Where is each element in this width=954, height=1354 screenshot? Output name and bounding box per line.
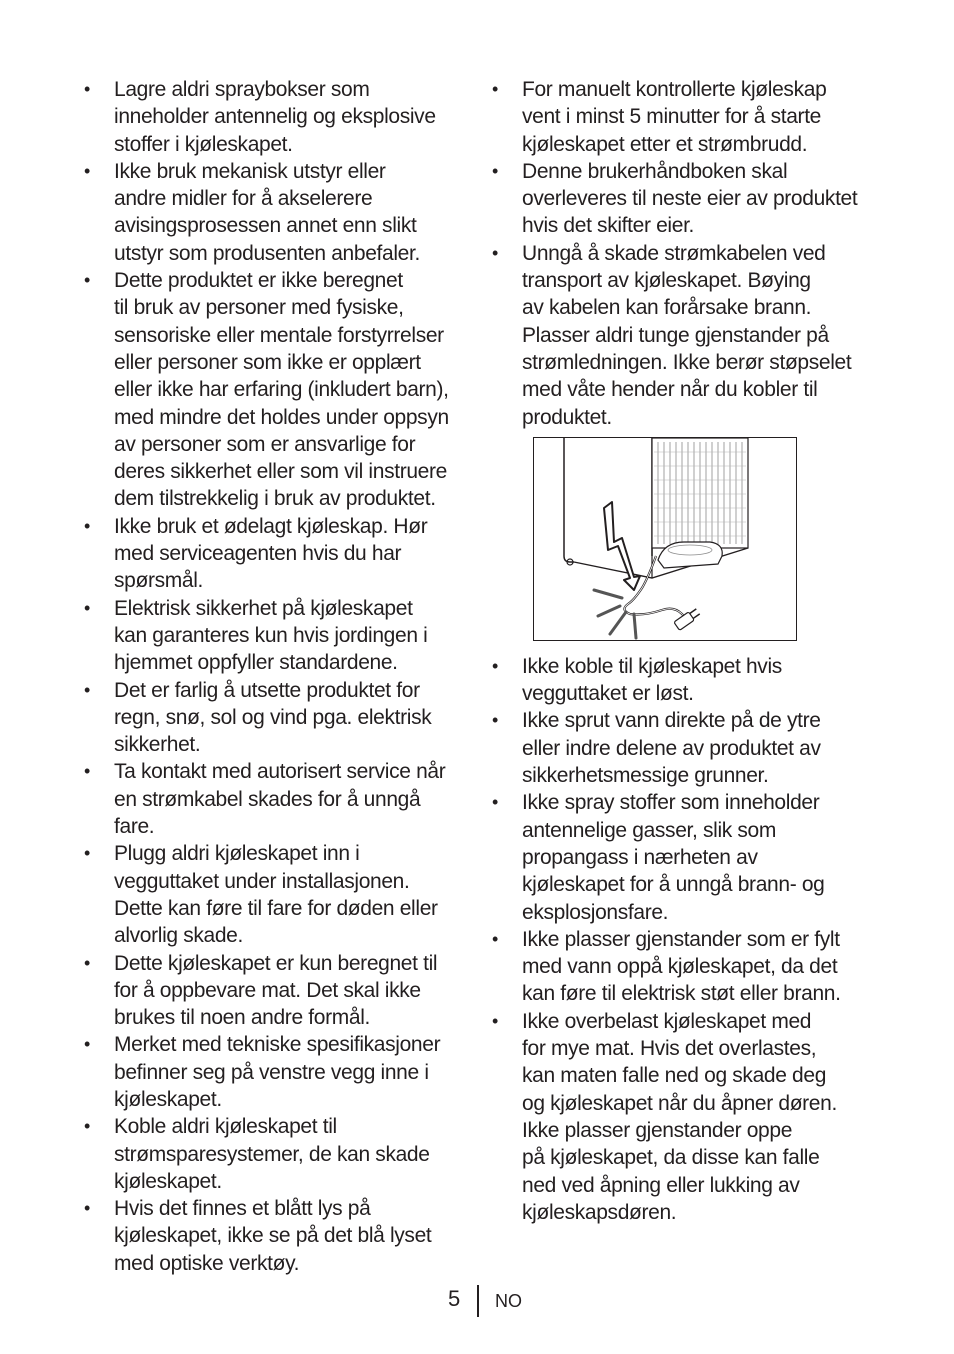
list-item-text: Merket med tekniske spesifikasjoner befinner seg på venstre vegg inne i kjøleskapet. [114,1033,441,1111]
list-item-text: Hvis det finnes et blått lys på kjøleskapet, ikke se på det blå lyset med optiske verktøy. [114,1197,432,1275]
list-item [84,950,469,1032]
list-item [84,513,469,595]
list-item-text: Ikke bruk mekanisk utstyr eller andre midler for å akselerere avisingsprosessen annet enn slikt utstyr som produsenten anbefaler. [114,159,420,265]
list-item [492,240,872,431]
right-column-list-bottom [492,653,872,1226]
right-column-list-top [492,76,872,431]
list-item [492,158,872,240]
list-item [492,707,872,789]
bullet-icon: • [84,1116,90,1137]
list-item-text: Elektrisk sikkerhet på kjøleskapet kan garanteres kun hvis jordingen i hjemmet oppfyller standardene. [114,596,428,675]
bullet-icon: • [492,710,498,731]
bullet-icon: • [84,1198,90,1219]
language-code: NO [495,1291,522,1311]
bullet-icon: • [84,843,90,864]
bullet-icon: • [84,597,90,618]
bullet-icon: • [492,1010,498,1031]
list-item-text: Det er farlig å utsette produktet for regn, snø, sol og vind pga. elektrisk sikkerhet. [114,678,432,757]
left-column-list [84,76,469,1277]
list-item [492,76,872,158]
list-item-text: Plugg aldri kjøleskapet inn i vegguttaket under installasjonen. Dette kan føre til fare for døden eller alvorlig skade. [114,842,438,948]
bullet-icon: • [84,160,90,181]
list-item-text: Denne brukerhåndboken skal overleveres til neste eier av produktet hvis det skifter eier. [522,159,858,238]
bullet-icon: • [84,270,90,291]
right-column [492,76,872,1226]
list-item-text: Ikke overbelast kjøleskapet med for mye mat. Hvis det overlastes, kan maten falle ned og skade deg og kjøleskapet når du åpner døren. Ikke plasser gjenstander oppe på kjøleskapet, da disse kan falle ned ved åpning eller lukking av kjøleskapsdøren. [522,1009,837,1224]
list-item [492,926,872,1008]
list-item [84,158,469,267]
list-item [84,758,469,840]
list-item-text: For manuelt kontrollerte kjøleskap vent i minst 5 minutter for å starte kjøleskapet etter et strømbrudd. [522,78,827,156]
bullet-icon: • [492,242,498,263]
list-item [84,840,469,949]
list-item [492,1008,872,1226]
list-item-text: Unngå å skade strømkabelen ved transport av kjøleskapet. Bøying av kabelen kan forårsake brann. Plasser aldri tunge gjenstander på strømledningen. Ikke berør støpselet med våte hender når du kobler til produktet. [522,241,852,429]
bullet-icon: • [84,79,90,99]
bullet-icon: • [84,515,90,536]
list-item-text: Ikke spray stoffer som inneholder antennelige gasser, slik som propangass i nærheten av kjøleskapet for å unngå brann- og eksplosjonsfare. [522,791,825,924]
bullet-icon: • [492,792,498,813]
fridge-cable-damage-illustration [533,437,797,641]
list-item [84,1195,469,1277]
list-item-text: Dette kjøleskapet er kun beregnet til for å oppbevare mat. Det skal ikke brukes til noen andre formål. [114,951,438,1030]
bullet-icon: • [84,761,90,782]
list-item-text: Lagre aldri spraybokser som inneholder antennelig og eksplosive stoffer i kjøleskapet. [114,78,436,156]
list-item-text: Ikke plasser gjenstander som er fylt med vann oppå kjøleskapet, da det kan føre til elektrisk støt eller brann. [522,927,841,1006]
list-item [492,789,872,925]
list-item-text: Ikke koble til kjøleskapet hvis vegguttaket er løst. [522,654,782,706]
list-item-text: Ikke bruk et ødelagt kjøleskap. Hør med serviceagenten hvis du har spørsmål. [114,514,428,593]
bullet-icon: • [492,160,498,181]
list-item-text: Ta kontakt med autorisert service når en strømkabel skades for å unngå fare. [114,760,446,839]
list-item [84,1113,469,1195]
footer-divider [477,1285,479,1317]
bullet-icon: • [84,1034,90,1055]
bullet-icon: • [492,928,498,949]
list-item [84,267,469,513]
bullet-icon: • [492,79,498,99]
list-item [84,76,469,158]
bullet-icon: • [492,655,498,676]
list-item-text: Ikke sprut vann direkte på de ytre eller indre delene av produktet av sikkerhetsmessige grunner. [522,709,821,788]
list-item [84,1031,469,1113]
page-number: 5 [448,1286,461,1311]
bullet-icon: • [84,679,90,700]
list-item-text: Dette produktet er ikke beregnet til bruk av personer med fysiske, sensoriske eller mentale forstyrrelser eller personer som ikke er opplært eller ikke har erfaring (inkludert barn), med mindre det holdes under oppsyn av personer som er ansvarlige for deres sikkerhet eller som vil instruere dem tilstrekkelig i bruk av produktet. [114,269,449,511]
list-item [492,653,872,708]
page-footer [0,1285,954,1317]
list-item [84,595,469,677]
list-item-text: Koble aldri kjøleskapet til strømsparesystemer, de kan skade kjøleskapet. [114,1115,430,1193]
bullet-icon: • [84,952,90,973]
list-item [84,677,469,759]
